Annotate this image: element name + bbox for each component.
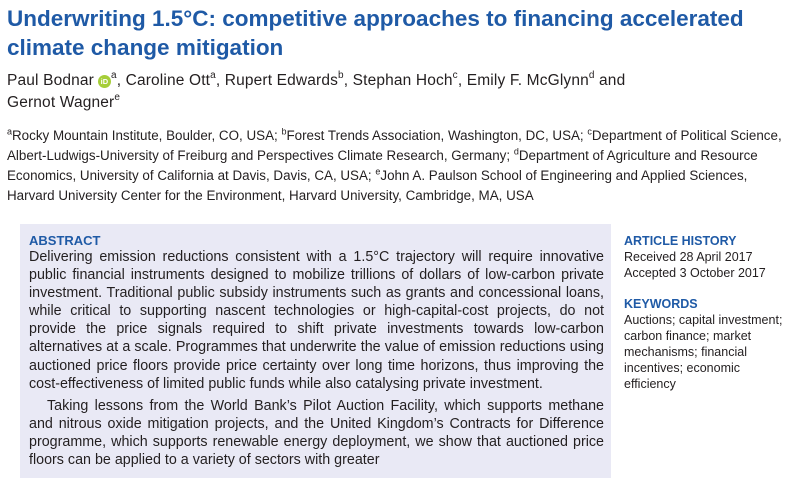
affiliation-text: John A. Paulson School of Engineering and Applied Sciences, Harvard University Center for the Environment, Harvard University, Cambridge, MA, USA [7,168,748,203]
paper-title: Underwriting 1.5°C: competitive approaches to financing accelerated climate change mitigation [7,6,744,60]
abstract-heading: ABSTRACT [29,233,101,248]
keywords-list: Auctions; capital investment; carbon finance; market mechanisms; financial incentives; economic efficiency [624,313,783,391]
abstract-paragraph: Delivering emission reductions consistent with a 1.5°C trajectory will require innovative public financial instruments designed to mobilize trillions of dollars of low-carbon private investment. Traditional public subsidy instruments such as grants and concessional loans, while critical to supporting nascent technologies or high-capital-cost projects, do not provide the price signals required to shift private investments towards low-carbon alternatives at a scale. Programmes that underwrite the value of emission reductions using auctioned price floors provide price certainty over long time horizons, thus improving the cost-effectiveness of limited public funds while also catalysing private investment. [29,249,604,392]
author-separator: and [594,72,626,89]
author-separator: , [457,72,467,89]
author-name[interactable]: Rupert Edwards [224,72,338,89]
article-history [624,233,794,281]
author-name[interactable]: Emily F. McGlynn [466,72,589,89]
affiliation-text: Department of Agriculture and Resource Economics, University of California at Davis, Davis, CA, USA; [7,148,758,183]
affiliation-text: Department of Political Science, Albert-Ludwigs-University of Freiburg and Perspectives Climate Research, Germany; [7,128,782,163]
keywords [624,296,794,392]
author-separator: , [215,72,225,89]
keywords-heading: KEYWORDS [624,297,698,311]
affiliation-marker: d [513,146,519,157]
affiliation-marker: a [210,69,216,81]
author-name[interactable]: Paul Bodnar [7,72,94,89]
affiliation-marker: c [587,126,592,137]
affiliation-marker: c [452,69,458,81]
author-name[interactable]: Stephan Hoch [352,72,453,89]
affiliation-text: Rocky Mountain Institute, Boulder, CO, USA; [12,128,282,143]
affiliation-marker: e [375,166,381,177]
author-list [7,70,792,114]
affiliation-marker: e [114,91,121,103]
author-name[interactable]: Gernot Wagner [7,94,115,111]
orcid-icon[interactable]: iD [98,75,111,88]
article-history-heading: ARTICLE HISTORY [624,234,737,248]
affiliation-marker: a [7,126,13,137]
author-separator: , [116,72,126,89]
abstract-paragraph: Taking lessons from the World Bank’s Pilot Auction Facility, which supports methane and nitrous oxide mitigation projects, and the United Kingdom’s Contracts for Difference programme, which supports renewable energy deployment, we show that auctioned price floors can be applied to a variety of sectors with greater [29,397,604,469]
affiliation-marker: b [337,69,344,81]
received-date: Received 28 April 2017 [624,250,753,264]
abstract-body [29,248,604,469]
affiliation-marker: b [281,126,287,137]
affiliation-text: Forest Trends Association, Washington, DC, USA; [286,128,588,143]
accepted-date: Accepted 3 October 2017 [624,266,766,280]
affiliations [7,126,792,206]
affiliation-marker: d [588,69,595,81]
author-name[interactable]: Caroline Ott [125,72,211,89]
author-separator: , [343,72,353,89]
affiliation-marker: a [110,69,117,81]
